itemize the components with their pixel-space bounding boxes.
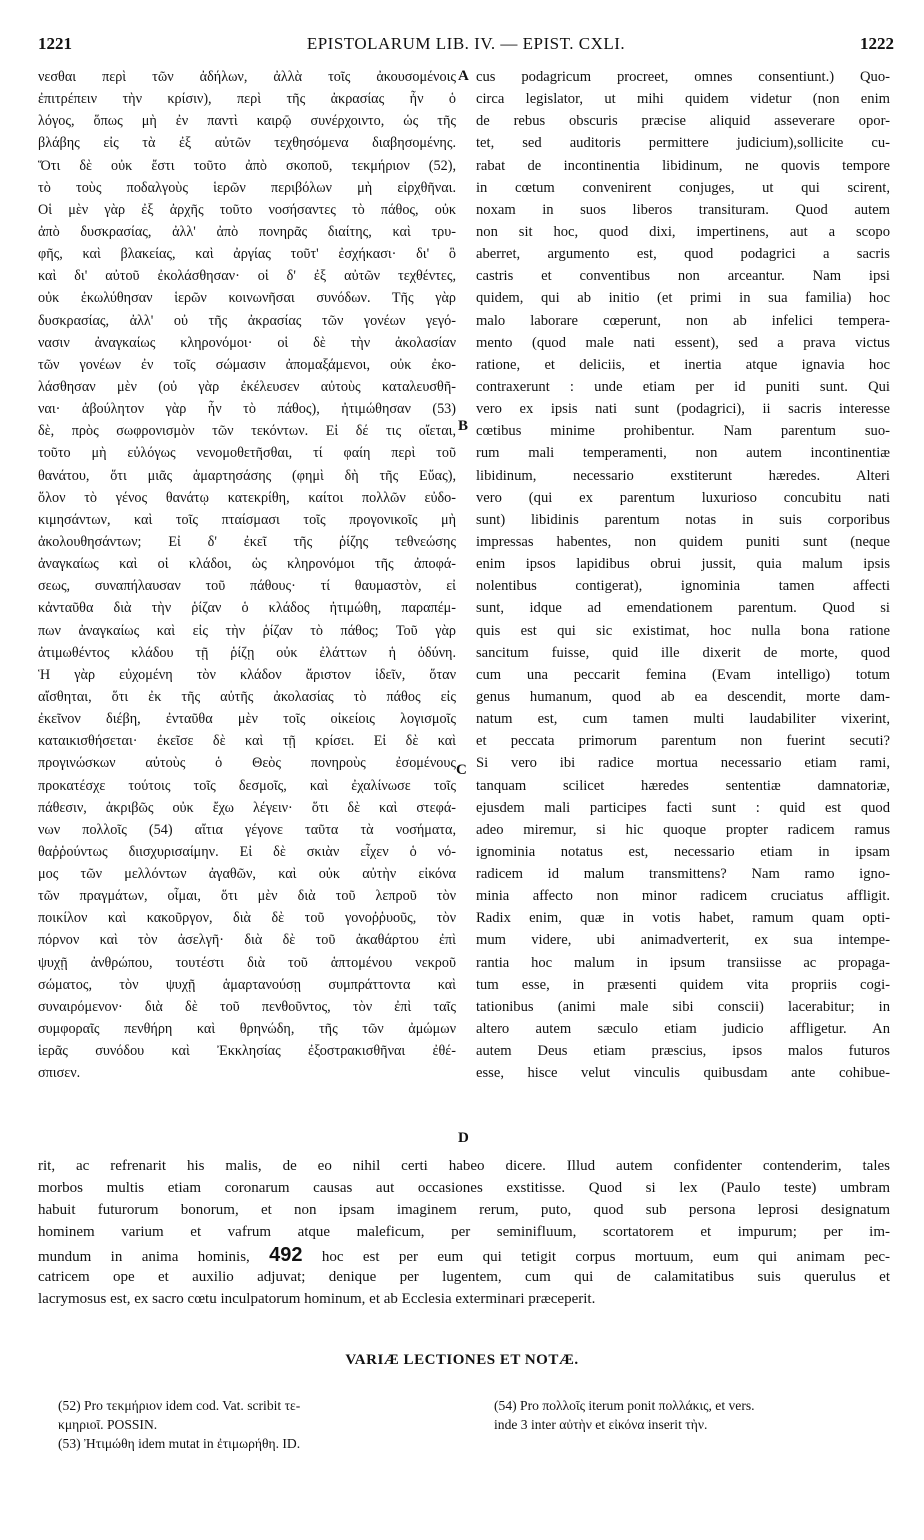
greek-line: Οἱ μὲν γὰρ ἐξ ἀρχῆς τοῦτο νοσήσαντες τὸ πάθος, οὐκ [38,201,456,218]
latin-line: rabat de incontinentia libidinum, ne quovis tempore [476,157,890,174]
greek-line: λάσθησαν μὲν (οὐ γὰρ ἐκέλευσεν αὐτοὺς καταλευσθῆ- [38,378,456,395]
full-line: lacrymosus est, ex sacro cœtu inculpatorum hominum, et ab Ecclesia exterminari præceperit. [38,1290,596,1307]
latin-line: et peccata primorum parentum non fuerint secuti? [476,733,890,750]
latin-line: quidem, qui ab initio (et primi in sua familia) hoc [476,290,890,307]
greek-line: νεσθαι περὶ τῶν ἀδήλων, ἀλλὰ τοῖς ἀκουσομένοις [38,69,456,85]
full-width-text [38,1155,890,1310]
latin-line: ignominia notatus est, necessario etiam in ipsam [476,843,890,860]
latin-line: sunt, idque ad emendationem parentum. Quod si [476,600,890,617]
latin-line: cœtibus minime prohibentur. Nam parentum suo- [476,423,890,440]
footnote-line: (54) Pro πολλοῖς iterum ponit πολλάκις, et vers. [494,1398,755,1413]
greek-line: Ἡ γὰρ εὐχομένη τὸν κλάδον ἄριστον ἰδεῖν, ὅταν [38,666,456,683]
latin-line: sunt) libidinis parentum notas in suis corporibus [476,511,890,528]
latin-line: nolentibus contigerat), ignominia tamen affecti [476,578,890,595]
latin-line: ratione, et deliciis, et inertia atque ignavia hoc [476,356,890,373]
greek-line: βλάβης εἰς τὰ ἐξ αὐτῶν τεχθησόμενα διαβησομένης. [38,135,456,152]
latin-line: ejusdem mali participes facti sunt : quid est quod [476,799,890,816]
greek-line: πόρνον καὶ τὸν ἀσελγῆ· διὰ δὲ τοῦ ἀκαθάρτου ἐπὶ [38,932,456,949]
latin-line: quis est qui sic existimat, hoc nulla bona ratione [476,622,890,639]
greek-line: αἴσθηται, ὅτι ἐκ τῆς αὐτῆς ἀκολασίας τὸ πάθος εἰς [38,688,456,705]
greek-line: ἀναγκαίως καὶ οἱ κλάδοι, ὡς κληρονόμοι τῆς ἀποφά- [38,556,456,573]
greek-line: νων πολλοῖς (54) αἴτια γέγονε ταῦτα τὰ νοσήματα, [38,821,456,838]
latin-line: noxam in suos liberos transituram. Quod autem [476,201,890,218]
full-line: hominem varium et vafrum atque maleficum, per seminifluum, scortatorem et impurum; per im- [38,1224,890,1241]
running-title: EPISTOLARUM LIB. IV. — EPIST. CXLI. [306,34,626,53]
footnote-line: (52) Pro τεκμήριον idem cod. Vat. scribit τε- [58,1398,301,1413]
latin-line: sancitum fuisse, quid ille dixerit de morte, quod [476,644,890,661]
latin-line: in cœtum convenirent conjuges, ut qui scirent, [476,179,890,196]
greek-line: φῆς, καὶ βλακείας, καὶ ἀργίας τοῦτ' ἐσχήκασι· δι' ὃ [38,246,456,263]
full-line: rit, ac refrenarit his malis, de eo nihil certi habeo dicere. Illud autem confidenter contenderim, tales [38,1158,890,1174]
latin-line: rum mali temperamenti, non autem incontinentiæ [476,445,890,462]
latin-line: adeo miremur, si hic quoque propter radicem ramus [476,821,890,838]
greek-line: θανάτου, ὅτι μιᾶς ἁμαρτησάσης (φημὶ δὴ τῆς Εὔας), [38,467,456,484]
greek-line: πάθεσιν, ἀκριβῶς οὐκ ἔχω λέγειν· ὅτι δὲ καὶ στεφά- [38,799,456,816]
latin-line: contraxerunt : unde etiam per id puniti sunt. Qui [476,378,890,395]
latin-line: cus podagricum procreet, omnes consentiunt.) Quo- [476,69,890,85]
greek-line: ἐκεῖνον διέβη, ἐνταῦθα μὲν τοῖς οἰκείοις λογισμοῖς [38,711,456,728]
greek-line: ἀτιμωθέντος κλάδου τῇ ῥίζῃ οὐκ ἐλάττων ἡ ὀδύνη. [38,644,456,661]
greek-line: σπισεν. [38,1065,81,1082]
latin-line: tationibus (animi male sibi conscii) lacerabitur; in [476,998,890,1015]
greek-line: Ὅτι δὲ οὐκ ἔστι τοῦτο ἀπὸ σκοποῦ, τεκμήριον (52), [38,157,456,174]
latin-line: tet, sed auditoris permittere judicium),sollicite cu- [476,135,890,152]
latin-line: vero (qui ex parentum luxurioso concubitu nati [476,489,890,506]
latin-line: enim ipsos lapidibus obrui jussit, quia malum ipsis [476,556,890,573]
line-text: mundum in anima hominis, [38,1248,250,1265]
greek-line: ψυχῇ ἀνθρώπου, τουτέστι διὰ τοῦ ἁπτομένου νεκροῦ [38,954,456,971]
full-line-with-page-marker [38,1244,890,1266]
notes-right-column [494,1396,894,1434]
latin-line: altero autem sæculo etiam judicio affligetur. An [476,1021,890,1038]
latin-line: de rebus obscuris præcise aliquid asseverare opor- [476,113,890,130]
greek-line: θαῤῥούντως διισχυρισαίμην. Εἰ δὲ σκιὰν εἶχεν ὁ νό- [38,843,456,860]
latin-line: esse, hisce velut vinculis quibusdam ante cohibue- [476,1065,890,1082]
greek-line: τοῦτο μὴ εὐλόγως νενομοθετῆσθαι, τί φαίη περὶ τοῦ [38,445,456,462]
latin-line: autem Deus etiam præscius, ipsos malos futuros [476,1043,890,1060]
latin-line: tanquam scilicet hæredes sententiæ damnatoriæ, [476,777,890,794]
greek-line: καὶ δι' αὐτοῦ ἐκολάσθησαν· οἱ δ' ἐξ αὐτῶν τεχθέντες, [38,268,456,285]
latin-line: libidinum, necessario exstiterunt hæredes. Alteri [476,467,890,484]
latin-line: Radix enim, quæ in votis habet, ramum quam opti- [476,910,890,927]
latin-line: rantia hoc malum in ipsum transiisse ac propaga- [476,954,890,971]
margin-letter-a: A [458,68,469,84]
margin-letter-c: C [456,762,467,778]
greek-line: ποικίλον καὶ κακοῦργον, διὰ δὲ τοῦ γονοῤῥυοῦς, τὸν [38,910,456,927]
latin-line: circa legislator, ut mihi quidem videtur (non enim [476,91,890,108]
latin-line: vero ex ipsis nati sunt (podagrici), ii sacris interesse [476,401,890,418]
greek-line: προκατέσχε τούτοις τοῖς δεσμοῖς, καὶ ἐχαλίνωσε τοῖς [38,777,456,794]
greek-line: νασιν ἀναγκαίως κληρονόμοι· οἱ δὲ τὴν ἀκολασίαν [38,334,456,351]
notes-left-column [58,1396,448,1453]
greek-line: ἀκολουθησάντων; Εἰ δ' ἐκεῖ τῆς ῥίζης τεθνεώσης [38,533,456,550]
notes-heading: VARIÆ LECTIONES ET NOTÆ. [345,1352,579,1368]
latin-line: genus humanum, quod ab ea descendit, morte dam- [476,688,890,705]
page-number-left: 1221 [38,34,72,53]
latin-line: castris et conventibus non arceantur. Nam ipsi [476,268,890,285]
greek-line: ἀπὸ δυσκρασίας, ἀλλ' ἀπὸ πονηρᾶς διαίτης, καὶ τρυ- [38,223,456,240]
greek-line: δὲ, πρὸς σωφρονισμὸν τῶν τεκόντων. Εἰ δέ τις οἴεται, [38,423,456,440]
full-line: catricem ope et auxilio adjuvat; denique per lugentem, cum qui de calamitatibus suis querulus et [38,1268,890,1285]
latin-line: minia affecto non minor radicem cruciatus affligit. [476,888,890,905]
greek-line: δυσκρασίας, ἀλλ' οὐ τῆς ἀκρασίας τῶν γονέων γεγό- [38,312,456,329]
greek-line: τὸ τοὺς ποδαλγοὺς ἱερῶν περιβόλων μὴ εἰρχθῆναι. [38,179,456,196]
latin-line: Si vero ibi radice mortua necessario etiam rami, [476,755,890,772]
footnote-line: inde 3 inter αὐτὴν et εἰκόνα inserit τὴν. [494,1417,708,1432]
greek-line: συναιρόμενον· διὰ δὲ τοῦ πενθοῦντος, τὸν ἐπὶ ταῖς [38,998,456,1015]
migne-page-marker: 492 [269,1243,303,1266]
latin-line: malo laborare cœperunt, non ab infelici tempera- [476,312,890,329]
page-header [38,34,894,58]
latin-line: mento (quod male nati essent), sed a prava victus [476,334,890,351]
greek-line: ἐπιτρέπειν τὴν κρίσιν), περὶ τῆς ἀκρασίας ἦν ὁ [38,91,456,108]
latin-line: non sit hoc, quod dixi, impertinens, aut a scopo [476,223,890,240]
margin-letter-d: D [458,1130,469,1146]
full-line: habuit futurorum bonorum, et non ipsam imaginem rerum, puto, quod sub persona leprosi designatum [38,1202,890,1219]
greek-line: οὐκ ἐκωλύθησαν ἱερῶν κοινωνῆσαι συνόδων. Τῆς γὰρ [38,290,456,307]
latin-line: aberret, argumento est, quod podagrici a sacris [476,246,890,263]
greek-line: λόγος, ὅπως μὴ ἐν παντὶ καιρῷ συνέρχοιντο, ὡς τῆς [38,113,456,130]
greek-line: σεως, συναπήλαυσαν τοῦ πάθους· τί θαυμαστὸν, εἰ [38,578,456,595]
latin-line: cum una peccarit femina (Evam intelligo) totum [476,666,890,683]
latin-line: tum esse, in præsenti quidem vita propriis cogi- [476,976,890,993]
greek-line: ἱερᾶς συνόδου καὶ Ἐκκλησίας ἐξοστρακισθῆναι ἐθέ- [38,1043,456,1060]
greek-line: τῶν πραγμάτων, οἶμαι, ὅτι μὲν διὰ τοῦ λεπροῦ τὸν [38,888,456,905]
line-text: hoc est per eum qui tetigit corpus mortuum, eum qui animam pec- [321,1248,890,1265]
greek-line: μος τῶν μελλόντων ἀγαθῶν, καὶ οὐκ αὐτὴν εἰκόνα [38,866,456,883]
latin-line: impressas habentes, non quidem puniti sunt (neque [476,533,890,550]
greek-line: ναι· ἀβούλητον γὰρ ἦν τὸ πάθος), ἠτιμώθησαν (53) [38,401,456,418]
greek-line: προγινώσκων αὐτοὺς ὁ Θεὸς πονηροὺς ἐσομένους [38,755,456,772]
greek-line: καταικισθήσεται· ἐκεῖσε δὲ καὶ τῇ κρίσει. Εἰ δὲ καὶ [38,733,456,750]
latin-line: natum est, cum tamen multi laudabiliter vixerint, [476,711,890,728]
greek-line: πων ἀναγκαίως καὶ εἰς τὴν ῥίζαν τὸ πάθος; Τοῦ γὰρ [38,622,456,639]
latin-text-column [476,66,890,1084]
greek-line: κἀνταῦθα διὰ τὴν ῥίζαν ὁ κλάδος ἠτιμώθη, παραπέμ- [38,600,456,617]
greek-line: τῶν γονέων ἐν τοῖς σώμασιν ἀπομαξάμενοι, οὐκ ἐκο- [38,356,456,373]
footnote-line: κμηριοῖ. POSSIN. [58,1417,158,1432]
greek-line: κιμησάντων, καὶ τοῖς πταίσμασι τοῖς προγονικοῖς μὴ [38,511,456,528]
greek-line: σώματος, τὸν ψυχῇ ἁμαρτανούσῃ συμπράττοντα καὶ [38,976,456,993]
greek-line: συμφοραῖς πενθήρη καὶ θρηνώδη, τῆς τῶν ἀμώμων [38,1021,456,1038]
margin-letter-b: B [458,418,469,434]
footnote-line: (53) Ἠτιμώθη idem mutat in ἐτιμωρήθη. ID. [58,1436,301,1451]
latin-line: mum videre, ubi animadverterit, ex sua intempe- [476,932,890,949]
greek-line: ὅλον τὸ γένος θανάτῳ κατεκρίθη, καίτοι πολλῶν εὐδο- [38,489,456,506]
latin-line: radicem id malum transmittens? Nam ramo igno- [476,866,890,883]
full-line: morbos multis etiam coronarum causas aut occasiones exstitisse. Quod si lex (Paulo teste) umbram [38,1180,890,1197]
greek-text-column [38,66,456,1084]
page-number-right: 1222 [860,34,894,53]
